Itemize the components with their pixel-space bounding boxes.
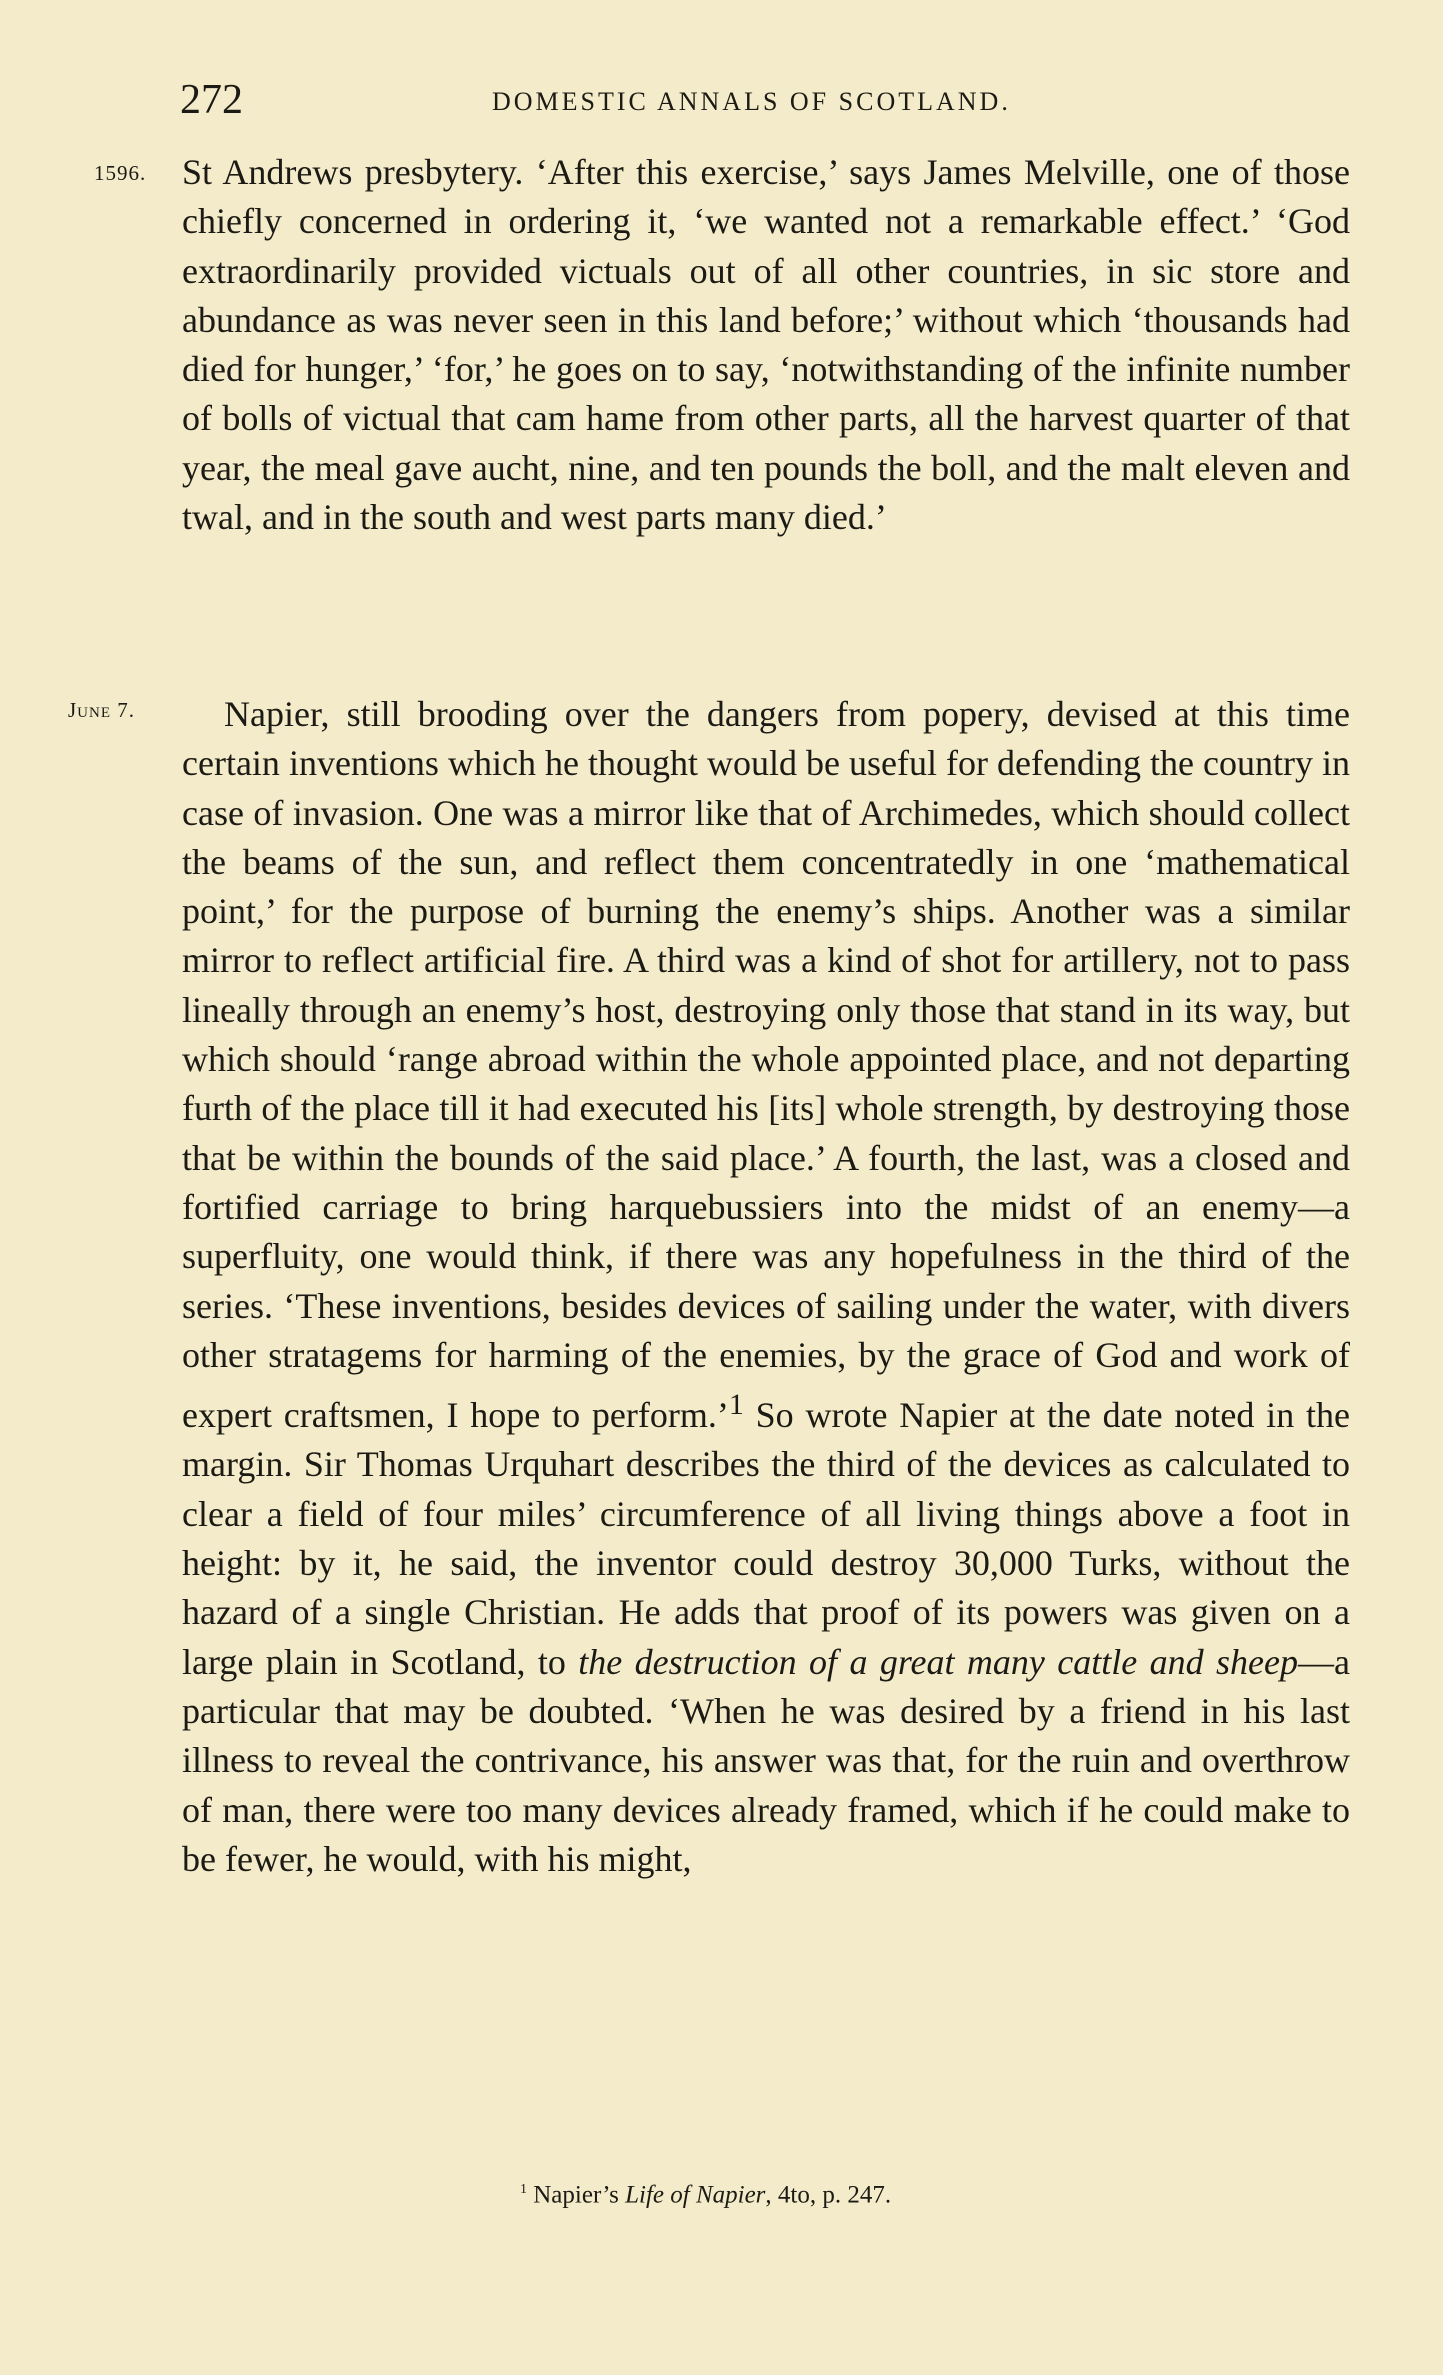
footnote-title: Life of Napier	[625, 2181, 766, 2209]
margin-note-date: June 7.	[68, 698, 135, 722]
italic-phrase: the destruction of a great many cattle and sheep	[578, 1641, 1299, 1682]
paragraph-napier-part-3: —a particular that may be doubted. ‘When he was desired by a friend in his last illness to reveal the contrivance, his answer was that, for the ruin and overthrow of man, there were too many devices already framed, which if he could make to be fewer, he would, with his might,	[182, 1641, 1351, 1879]
running-title: DOMESTIC ANNALS OF SCOTLAND.	[492, 87, 1011, 116]
footnote-text-after: , 4to, p. 247.	[765, 2181, 892, 2209]
paragraph-napier-part-1: Napier, still brooding over the dangers from popery, devised at this time certain inventions which he thought would be useful for defending the country in case of invasion. One was a mirror like that of Archimedes, which should collect the beams of the sun, and reflect them concentratedly in one ‘mathematical point,’ for the purpose of burning the enemy’s ships. Another was a similar mirror to reflect artificial fire. A third was a kind of shot for artillery, not to pass lineally through an enemy’s host, destroying only those that stand in its way, but which should ‘range abroad within the whole appointed place, and not departing furth of the place till it had executed his [its] whole strength, by destroying those that be within the bounds of the said place.’ A fourth, the last, was a closed and fortified carriage to bring harquebussiers into the midst of an enemy—a superfluity, one would think, if there was any hopefulness in the third of the series. ‘These inventions, besides devices of sailing under the water, with divers other stratagems for harming of the enemies, by the grace of God and work of expert craftsmen, I hope to perform.’	[182, 694, 1350, 1436]
paragraph-napier	[182, 690, 1350, 1884]
paragraph-presbytery: St Andrews presbytery. ‘After this exercise,’ says James Melville, one of those chiefly concerned in ordering it, ‘we wanted not a remarkable effect.’ ‘God extraordinarily provided victuals out of all other countries, in sic store and abundance as was never seen in this land before;’ without which ‘thousands had died for hunger,’ ‘for,’ he goes on to say, ‘notwithstanding of the infinite number of bolls of victual that cam hame from other parts, all the harvest quarter of that year, the meal gave aucht, nine, and ten pounds the boll, and the malt eleven and twal, and in the south and west parts many died.’	[182, 152, 1350, 538]
running-head	[172, 70, 1352, 130]
paragraph-napier-part-2: So wrote Napier at the date noted in the margin. Sir Thomas Urquhart describes the third of the devices as calculated to clear a field of four miles’ circumference of all living things above a foot in height: by it, he said, the inventor could destroy 30,000 Turks, without the hazard of a single Christian. He adds that proof of its powers was given on a large plain in Scotland, to	[182, 1395, 1350, 1682]
footnote	[520, 2170, 891, 2215]
footnote-text-before: Napier’s	[527, 2181, 626, 2209]
footnote-reference: 1	[728, 1388, 744, 1422]
margin-note-year: 1596.	[94, 161, 147, 185]
footnote-marker: 1	[520, 2182, 527, 2197]
page-number: 272	[180, 77, 243, 123]
